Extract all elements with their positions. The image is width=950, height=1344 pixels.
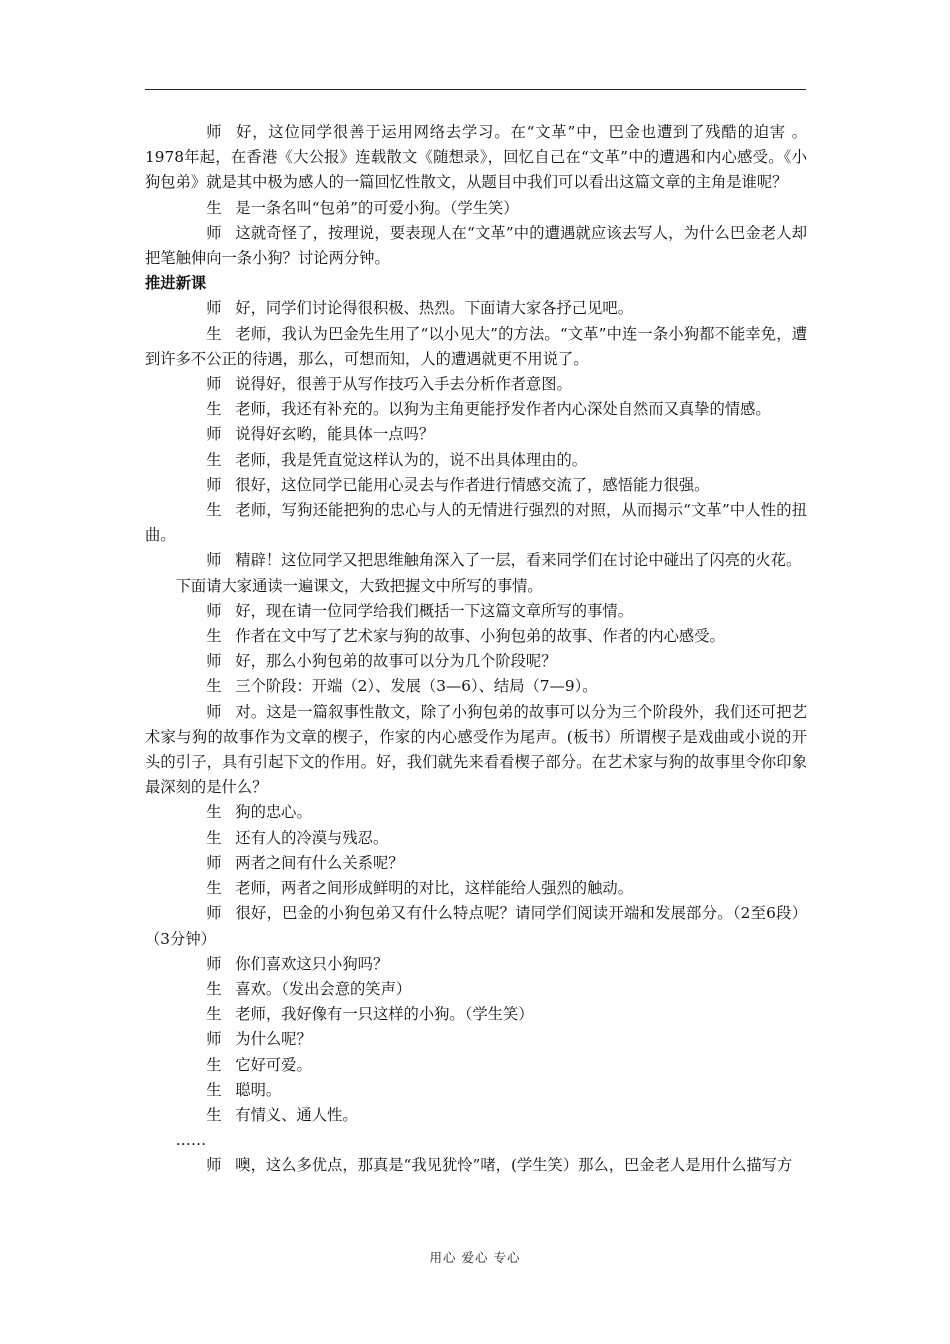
dialogue-paragraph: [145, 700, 807, 801]
speaker-label: 生: [206, 828, 222, 847]
paragraph-text: 作者在文中写了艺术家与狗的故事、小狗包弟的故事、作者的内心感受。: [235, 627, 725, 646]
dialogue-paragraph: [145, 422, 807, 447]
dialogue-paragraph: [145, 599, 807, 624]
paragraph-text: 下面请大家通读一遍课文，大致把握文中所写的事情。: [175, 576, 543, 595]
paragraph-text: 你们喜欢这只小狗吗？: [235, 954, 389, 973]
dialogue-paragraph: [145, 397, 807, 422]
dialogue-paragraph: [145, 372, 807, 397]
speaker-label: 生: [206, 979, 222, 998]
speaker-label: 生: [206, 1005, 222, 1024]
dialogue-paragraph: [145, 498, 807, 548]
dialogue-paragraph: [145, 851, 807, 876]
dialogue-paragraph: [145, 826, 807, 851]
speaker-label: 生: [206, 400, 222, 419]
dialogue-paragraph: [145, 1002, 807, 1027]
paragraph-text: 说得好，很善于从写作技巧入手去分析作者意图。: [235, 375, 572, 394]
speaker-label: 师: [206, 375, 222, 394]
paragraph-text: 这就奇怪了，按理说，要表现人在“文革”中的遭遇就应该去写人，为什么巴金老人却把笔触伸向一条小狗？讨论两分钟。: [145, 223, 807, 268]
section-heading: 推进新课: [145, 274, 207, 293]
dialogue-paragraph: [145, 1153, 807, 1178]
paragraph-text: 老师，我还有补充的。以狗为主角更能抒发作者内心深处自然而又真挚的情感。: [235, 400, 771, 419]
speaker-label: 生: [206, 501, 222, 520]
paragraph-text: 对。这是一篇叙事性散文，除了小狗包弟的故事可以分为三个阶段外，我们还可把艺术家与狗的故事作为文章的楔子，作家的内心感受作为尾声。(板书）所谓楔子是戏曲或小说的开头的引子，具有引起下文的作用。好，我们就先来看看楔子部分。在艺术家与狗的故事里令你印象最深刻的是什么？: [145, 702, 807, 797]
paragraph-text: 聪明。: [235, 1080, 282, 1099]
dialogue-paragraph: [145, 952, 807, 977]
paragraph-text: 老师，我好像有一只这样的小狗。（学生笑）: [235, 1005, 534, 1024]
header-rule: [145, 89, 806, 90]
speaker-label: 生: [206, 677, 222, 696]
dialogue-paragraph: [145, 1128, 807, 1153]
speaker-label: 师: [206, 223, 222, 242]
speaker-label: 生: [206, 627, 222, 646]
speaker-label: 生: [206, 1080, 222, 1099]
paragraph-text: 老师，我是凭直觉这样认为的，说不出具体理由的。: [235, 450, 588, 469]
paragraph-text: ……: [175, 1131, 207, 1150]
dialogue-paragraph: [145, 1053, 807, 1078]
paragraph-text: 好，同学们讨论得很积极、热烈。下面请大家各抒己见吧。: [235, 299, 633, 318]
paragraph-text: 有情义、通人性。: [235, 1105, 358, 1124]
speaker-label: 师: [206, 475, 222, 494]
paragraph-text: 好，那么小狗包弟的故事可以分为几个阶段呢？: [235, 652, 557, 671]
dialogue-paragraph: [145, 1103, 807, 1128]
document-body: [145, 120, 807, 1179]
paragraph-text: 老师，我认为巴金先生用了“以小见大”的方法。“文革”中连一条小狗都不能幸免，遭到许多不公正的待遇，那么，可想而知，人的遭遇就更不用说了。: [145, 324, 807, 368]
paragraph-text: 是一条名叫“包弟”的可爱小狗。（学生笑）: [235, 198, 519, 217]
paragraph-text: 说得好玄哟，能具体一点吗？: [235, 425, 435, 444]
speaker-label: 师: [206, 601, 222, 620]
dialogue-paragraph: [145, 548, 807, 573]
speaker-label: 生: [206, 450, 222, 469]
paragraph-text: 为什么呢？: [235, 1030, 312, 1049]
page-footer: 用心 爱心 专心: [429, 1250, 521, 1265]
dialogue-paragraph: [145, 221, 807, 271]
dialogue-paragraph: [145, 1078, 807, 1103]
speaker-label: 师: [206, 299, 222, 318]
paragraph-text: 好，现在请一位同学给我们概括一下这篇文章所写的事情。: [235, 601, 633, 620]
paragraph-text: 很好，这位同学已能用心灵去与作者进行情感交流了，感悟能力很强。: [235, 475, 710, 494]
speaker-label: 师: [206, 551, 222, 570]
speaker-label: 生: [206, 1105, 222, 1124]
dialogue-paragraph: [145, 977, 807, 1002]
paragraph-text: 很好，巴金的小狗包弟又有什么特点呢？请同学们阅读开端和发展部分。（2至6段）（3分钟）: [145, 904, 807, 948]
speaker-label: 生: [206, 1055, 222, 1074]
dialogue-paragraph: [145, 876, 807, 901]
paragraph-text: 噢，这么多优点，那真是“我见犹怜”啫，(学生笑）那么，巴金老人是用什么描写方: [235, 1156, 793, 1175]
speaker-label: 师: [206, 954, 222, 973]
dialogue-paragraph: [145, 120, 807, 196]
speaker-label: 生: [206, 879, 222, 898]
paragraph-text: 还有人的冷漠与残忍。: [235, 828, 389, 847]
paragraph-text: 好，这位同学很善于运用网络去学习。在“文革”中，巴金也遭到了残酷的迫害 。1978年起，在香港《大公报》连载散文《随想录》，回忆自己在“文革”中的遭遇和内心感受。《小狗包弟》就是其中极为感人的一篇回忆性散文，从题目中我们可以看出这篇文章的主角是谁呢？: [145, 123, 807, 192]
paragraph-text: 两者之间有什么关系呢？: [235, 853, 404, 872]
dialogue-paragraph: [145, 322, 807, 372]
speaker-label: 生: [206, 324, 222, 343]
dialogue-paragraph: [145, 296, 807, 321]
dialogue-paragraph: [145, 196, 807, 221]
dialogue-paragraph: [145, 649, 807, 674]
paragraph-text: 老师，两者之间形成鲜明的对比，这样能给人强烈的触动。: [235, 879, 633, 898]
dialogue-paragraph: [145, 624, 807, 649]
dialogue-paragraph: [145, 674, 807, 699]
dialogue-paragraph: [145, 473, 807, 498]
speaker-label: 师: [206, 702, 222, 721]
speaker-label: 师: [206, 652, 222, 671]
paragraph-text: 狗的忠心。: [235, 803, 312, 822]
paragraph-text: 老师，写狗还能把狗的忠心与人的无情进行强烈的对照，从而揭示“文革”中人性的扭曲。: [145, 501, 807, 545]
speaker-label: 生: [206, 198, 222, 217]
dialogue-paragraph: [145, 448, 807, 473]
speaker-label: 生: [206, 803, 222, 822]
paragraph-text: 三个阶段：开端（2）、发展（3—6）、结局（7—9）。: [235, 677, 598, 696]
speaker-label: 师: [206, 425, 222, 444]
paragraph-text: 喜欢。（发出会意的笑声）: [235, 979, 412, 998]
speaker-label: 师: [206, 904, 222, 923]
paragraph-text: 它好可爱。: [235, 1055, 312, 1074]
dialogue-paragraph: [145, 901, 807, 951]
speaker-label: 师: [206, 123, 222, 141]
dialogue-paragraph: [145, 800, 807, 825]
speaker-label: 师: [206, 1156, 222, 1175]
dialogue-paragraph: [145, 1027, 807, 1052]
speaker-label: 师: [206, 1030, 222, 1049]
dialogue-paragraph: [145, 574, 807, 599]
paragraph-text: 精辟！这位同学又把思维触角深入了一层，看来同学们在讨论中碰出了闪亮的火花。: [235, 551, 802, 570]
speaker-label: 师: [206, 853, 222, 872]
